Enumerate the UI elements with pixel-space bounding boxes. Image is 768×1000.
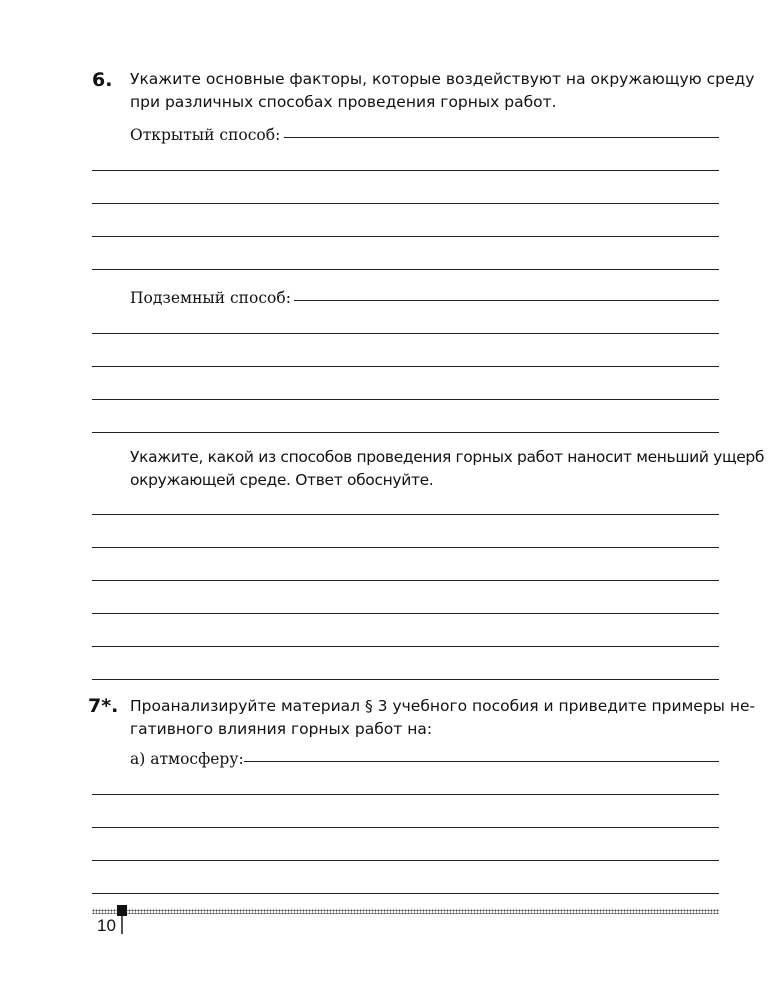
- answer-line[interactable]: [92, 547, 719, 548]
- answer-line[interactable]: [294, 300, 719, 301]
- answer-line[interactable]: [92, 794, 719, 795]
- open-method-label: Открытый способ:: [130, 126, 281, 144]
- answer-line[interactable]: [92, 646, 719, 647]
- question-7-line-1: Проанализируйте материал § 3 учебного пособия и приведите примеры не-: [130, 697, 756, 715]
- question-6-number: 6.: [92, 69, 113, 91]
- answer-line[interactable]: [92, 333, 719, 334]
- page-number: 10: [97, 916, 116, 935]
- answer-line[interactable]: [92, 514, 719, 515]
- atmosphere-label: а) атмосферу:: [130, 750, 244, 768]
- footer-marker-stem: [121, 916, 123, 934]
- answer-line[interactable]: [92, 269, 719, 270]
- subtask-line-1: Укажите, какой из способов проведения горных работ наносит меньший ущерб: [130, 448, 765, 466]
- answer-line[interactable]: [92, 893, 719, 894]
- answer-line[interactable]: [92, 613, 719, 614]
- subtask-line-2: окружающей среде. Ответ обоснуйте.: [130, 471, 434, 489]
- underground-method-label: Подземный способ:: [130, 289, 291, 307]
- question-7-line-2: гативного влияния горных работ на:: [130, 720, 433, 738]
- answer-line[interactable]: [92, 827, 719, 828]
- answer-line[interactable]: [92, 170, 719, 171]
- footer-marker-icon: [117, 905, 127, 916]
- answer-line[interactable]: [92, 679, 719, 680]
- question-6-subtask: [130, 446, 765, 492]
- question-7-number: 7*.: [88, 695, 119, 717]
- question-6-line-1: Укажите основные факторы, которые воздействуют на окружающую среду: [130, 70, 755, 88]
- footer-dotted-rule: [92, 909, 719, 914]
- answer-line[interactable]: [92, 203, 719, 204]
- answer-line[interactable]: [92, 860, 719, 861]
- question-6-text: [130, 68, 755, 114]
- answer-line[interactable]: [92, 236, 719, 237]
- question-6-line-2: при различных способах проведения горных работ.: [130, 93, 557, 111]
- answer-line[interactable]: [284, 137, 719, 138]
- answer-line[interactable]: [244, 761, 719, 762]
- answer-line[interactable]: [92, 580, 719, 581]
- question-7-text: [130, 695, 756, 741]
- answer-line[interactable]: [92, 399, 719, 400]
- answer-line[interactable]: [92, 432, 719, 433]
- answer-line[interactable]: [92, 366, 719, 367]
